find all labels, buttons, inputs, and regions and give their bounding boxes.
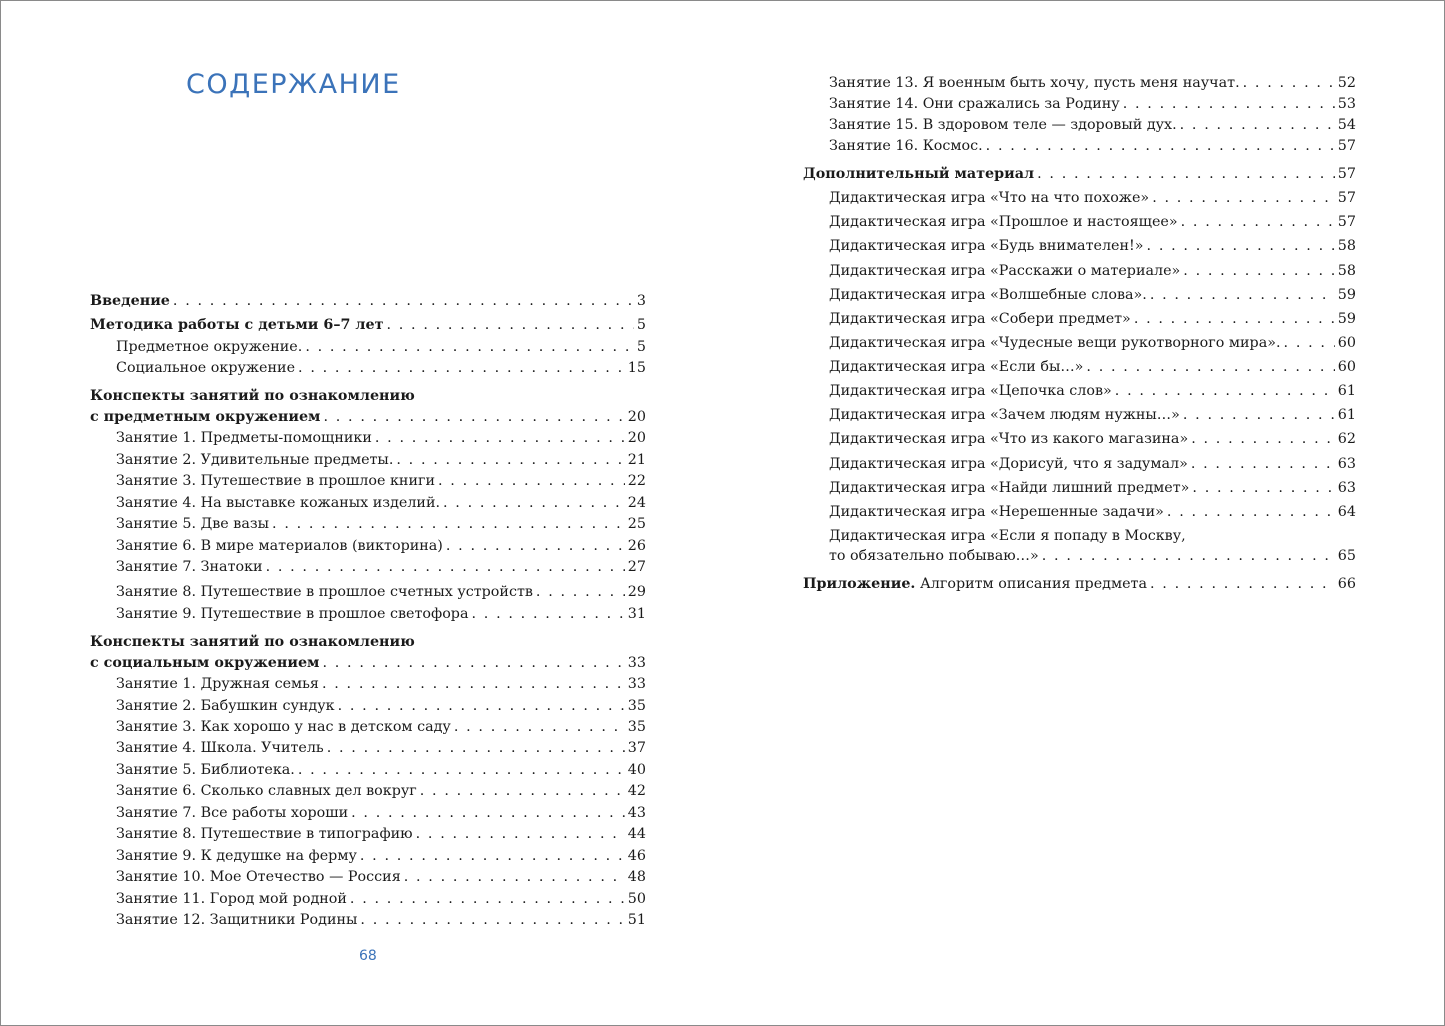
- toc-entry[interactable]: Занятие 1. Предметы-помощники . . . 20: [116, 428, 646, 448]
- toc-entry[interactable]: Занятие 8. Путешествие в типографию . . . 44: [116, 824, 646, 844]
- dot-leader: [375, 428, 625, 448]
- dot-leader: [173, 291, 634, 311]
- dot-leader: [1134, 309, 1335, 329]
- toc-entry[interactable]: Занятие 1. Дружная семья . . . 33: [116, 674, 646, 694]
- dot-leader: [1183, 405, 1335, 425]
- toc-entry-section1[interactable]: с предметным окружением . . . 20: [90, 407, 646, 427]
- dot-leader: [1284, 333, 1335, 353]
- dot-leader: [472, 604, 625, 624]
- dot-leader: [1167, 502, 1335, 522]
- dot-leader: [350, 889, 625, 909]
- toc-entry[interactable]: Дидактическая игра «Чудесные вещи рукотворного мира». . . . 60: [829, 333, 1356, 353]
- dot-leader: [1037, 164, 1335, 184]
- toc-entry[interactable]: Дидактическая игра «Дорисуй, что я задумал» . . . 63: [829, 454, 1356, 474]
- dot-leader: [1192, 478, 1334, 498]
- toc-entry[interactable]: Занятие 7. Знатоки . . . 27: [116, 557, 646, 577]
- toc-entry[interactable]: Занятие 13. Я военным быть хочу, пусть меня научат. . . . 52: [829, 73, 1356, 93]
- dot-leader: [298, 760, 625, 780]
- toc-entry[interactable]: Занятие 9. Путешествие в прошлое светофора . . . 31: [116, 604, 646, 624]
- toc-entry[interactable]: Занятие 7. Все работы хороши . . . 43: [116, 803, 646, 823]
- toc-entry[interactable]: Занятие 11. Город мой родной . . . 50: [116, 889, 646, 909]
- dot-leader: [1180, 115, 1335, 135]
- toc-entry[interactable]: Занятие 5. Две вазы . . . 25: [116, 514, 646, 534]
- toc-entry[interactable]: Занятие 4. На выставке кожаных изделий. . . . 24: [116, 493, 646, 513]
- toc-entry[interactable]: Дидактическая игра «Найди лишний предмет» . . . 63: [829, 478, 1356, 498]
- dot-leader: [446, 536, 625, 556]
- dot-leader: [360, 846, 625, 866]
- dot-leader: [360, 910, 624, 930]
- dot-leader: [404, 867, 625, 887]
- toc-entry[interactable]: Занятие 14. Они сражались за Родину . . . 53: [829, 94, 1356, 114]
- dot-leader: [1152, 188, 1335, 208]
- toc-entry[interactable]: Социальное окружение . . . 15: [116, 358, 646, 378]
- toc-entry[interactable]: Дидактическая игра «Расскажи о материале» . . . 58: [829, 261, 1356, 281]
- dot-leader: [327, 738, 625, 758]
- section-heading: Конспекты занятий по ознакомлению: [90, 388, 415, 404]
- toc-entry[interactable]: Занятие 2. Удивительные предметы. . . . 21: [116, 450, 646, 470]
- toc-entry-intro[interactable]: Введение . . . 3: [90, 291, 646, 311]
- toc-entry[interactable]: Занятие 12. Защитники Родины . . . 51: [116, 910, 646, 930]
- toc-entry-extra-material[interactable]: Дополнительный материал . . . 57: [803, 164, 1356, 184]
- toc-entry[interactable]: Дидактическая игра «Прошлое и настоящее» . . . 57: [829, 212, 1356, 232]
- page-number: 68: [359, 948, 377, 964]
- toc-entry-method[interactable]: Методика работы с детьми 6–7 лет . . . 5: [90, 315, 646, 335]
- dot-leader: [1191, 429, 1335, 449]
- dot-leader: [1147, 236, 1335, 256]
- toc-entry-section2[interactable]: с социальным окружением . . . 33: [90, 653, 646, 673]
- dot-leader: [438, 471, 625, 491]
- toc-entry[interactable]: Занятие 6. В мире материалов (викторина) . . . 26: [116, 536, 646, 556]
- dot-leader: [443, 493, 625, 513]
- dot-leader: [1243, 73, 1335, 93]
- dot-leader: [322, 653, 624, 673]
- toc-entry[interactable]: Занятие 10. Мое Отечество — Россия . . . 48: [116, 867, 646, 887]
- dot-leader: [298, 358, 625, 378]
- toc-entry[interactable]: Дидактическая игра «Что на что похоже» . . . 57: [829, 188, 1356, 208]
- toc-entry[interactable]: Дидактическая игра «Собери предмет» . . . 59: [829, 309, 1356, 329]
- toc-entry-appendix[interactable]: Приложение. Алгоритм описания предмета . . . 66: [803, 574, 1356, 594]
- page-title: СОДЕРЖАНИЕ: [186, 69, 401, 100]
- dot-leader: [420, 781, 625, 801]
- toc-entry[interactable]: Занятие 16. Космос. . . . 57: [829, 136, 1356, 156]
- toc-entry[interactable]: Занятие 6. Сколько славных дел вокруг . . . 42: [116, 781, 646, 801]
- dot-leader: [986, 136, 1335, 156]
- toc-entry[interactable]: Занятие 15. В здоровом теле — здоровый дух. . . . 54: [829, 115, 1356, 135]
- toc-entry[interactable]: Занятие 5. Библиотека. . . . 40: [116, 760, 646, 780]
- dot-leader: [416, 824, 625, 844]
- dot-leader: [272, 514, 625, 534]
- dot-leader: [1115, 381, 1335, 401]
- dot-leader: [1150, 574, 1335, 594]
- toc-entry[interactable]: Занятие 8. Путешествие в прошлое счетных устройств . . . 29: [116, 582, 646, 602]
- toc-entry[interactable]: Дидактическая игра «Волшебные слова». . . . 59: [829, 285, 1356, 305]
- toc-entry[interactable]: Дидактическая игра «Будь внимателен!» . . . 58: [829, 236, 1356, 256]
- dot-leader: [351, 803, 625, 823]
- toc-entry[interactable]: Занятие 4. Школа. Учитель . . . 37: [116, 738, 646, 758]
- dot-leader: [1123, 94, 1335, 114]
- dot-leader: [338, 696, 625, 716]
- dot-leader: [1181, 212, 1335, 232]
- toc-entry[interactable]: Дидактическая игра «Цепочка слов» . . . 61: [829, 381, 1356, 401]
- toc-entry[interactable]: Занятие 2. Бабушкин сундук . . . 35: [116, 696, 646, 716]
- toc-entry[interactable]: Дидактическая игра «Нерешенные задачи» . . . 64: [829, 502, 1356, 522]
- dot-leader: [266, 557, 625, 577]
- dot-leader: [454, 717, 625, 737]
- dot-leader: [322, 674, 625, 694]
- dot-leader: [1086, 357, 1334, 377]
- dot-leader: [305, 337, 634, 357]
- toc-entry[interactable]: Занятие 3. Как хорошо у нас в детском саду . . . 35: [116, 717, 646, 737]
- dot-leader: [1042, 546, 1335, 566]
- toc-entry[interactable]: Дидактическая игра «Если бы…» . . . 60: [829, 357, 1356, 377]
- section-heading: Конспекты занятий по ознакомлению: [90, 634, 415, 650]
- dot-leader: [1183, 261, 1335, 281]
- toc-entry[interactable]: Предметное окружение. . . . 5: [116, 337, 646, 357]
- toc-entry[interactable]: Занятие 9. К дедушке на ферму . . . 46: [116, 846, 646, 866]
- dot-leader: [323, 407, 624, 427]
- dot-leader: [1150, 285, 1335, 305]
- toc-entry[interactable]: то обязательно побываю…» . . . 65: [829, 546, 1356, 566]
- toc-entry-line1[interactable]: Дидактическая игра «Если я попаду в Москву,: [829, 528, 1186, 544]
- dot-leader: [536, 582, 625, 602]
- dot-leader: [1191, 454, 1335, 474]
- toc-entry[interactable]: Занятие 3. Путешествие в прошлое книги . . . 22: [116, 471, 646, 491]
- dot-leader: [386, 315, 633, 335]
- toc-entry[interactable]: Дидактическая игра «Что из какого магазина» . . . 62: [829, 429, 1356, 449]
- dot-leader: [396, 450, 624, 470]
- toc-entry[interactable]: Дидактическая игра «Зачем людям нужны…» . . . 61: [829, 405, 1356, 425]
